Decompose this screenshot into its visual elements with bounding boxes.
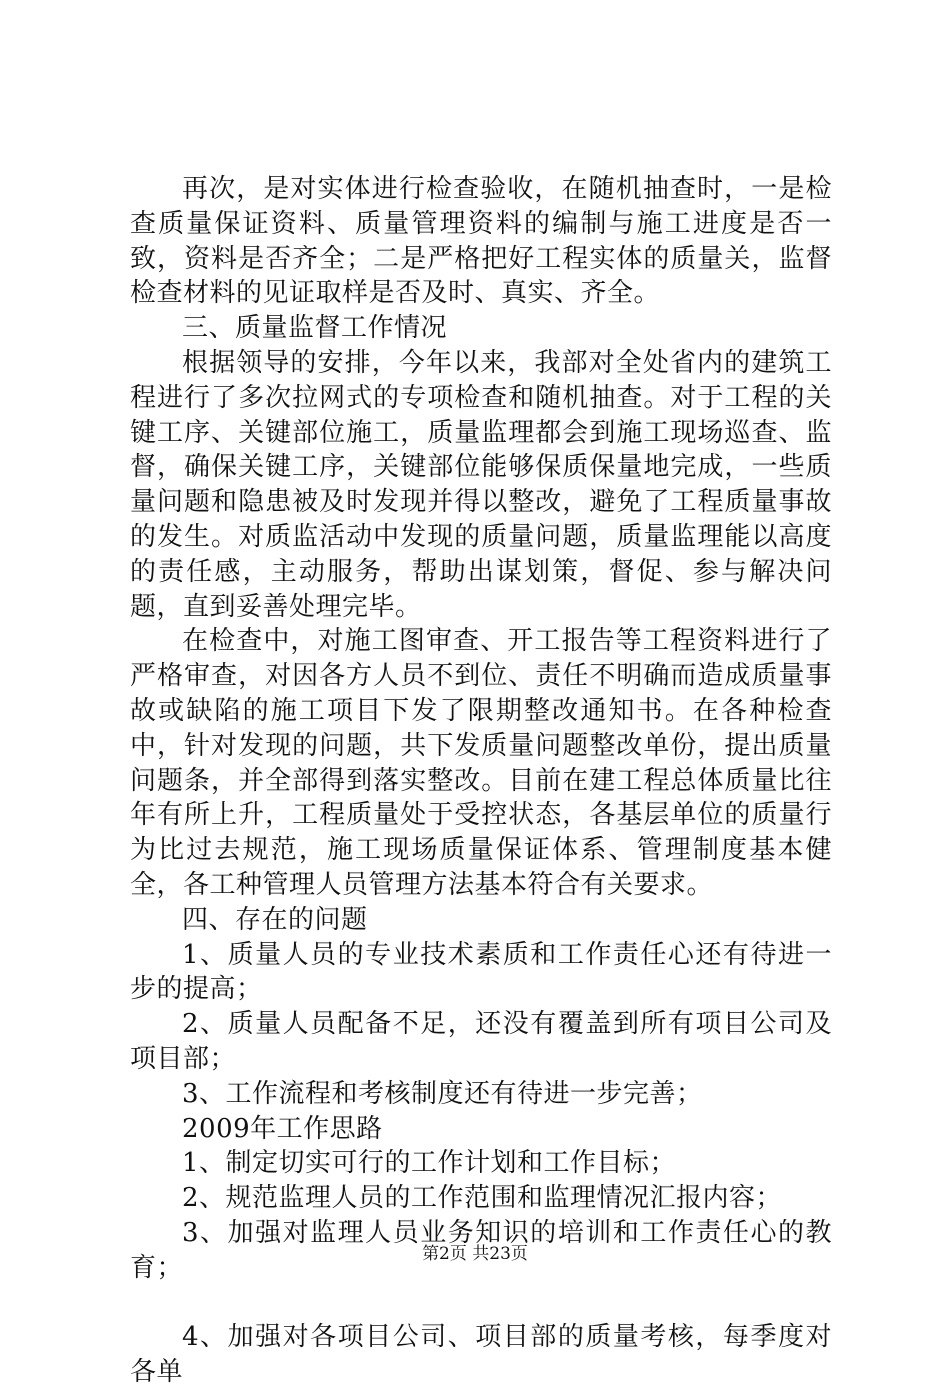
list-item-plan-2: 2、规范监理人员的工作范围和监理情况汇报内容； <box>182 1183 783 1214</box>
list-item-plan-1: 1、制定切实可行的工作计划和工作目标； <box>182 1148 677 1179</box>
list-item-problem-3: 3、工作流程和考核制度还有待进一步完善； <box>182 1078 703 1109</box>
section-heading-quality-supervision: 三、质量监督工作情况 <box>182 313 448 344</box>
section-heading-work-plan: 2009年工作思路 <box>182 1113 383 1144</box>
list-item-problem-2: 2、质量人员配备不足，还没有覆盖到所有项目公司及项目部； <box>130 1009 832 1074</box>
list-item-plan-3: 3、加强对监理人员业务知识的培训和工作责任心的教育； <box>130 1217 832 1283</box>
document-body <box>130 172 832 1390</box>
paragraph-review-results: 在检查中，对施工图审查、开工报告等工程资料进行了严格审查，对因各方人员不到位、责任不明确而造成质量事故或缺陷的施工项目下发了限期整改通知书。在各种检查中，针对发现的问题，共下发质量问题整改单份，提出质量问题条，并全部得到落实整改。目前在建工程总体质量比往年有所上升，工程质量处于受控状态，各基层单位的质量行为比过去规范，施工现场质量保证体系、管理制度基本健全，各工种管理人员管理方法基本符合有关要求。 <box>130 626 832 900</box>
list-item-plan-4: 4、加强对各项目公司、项目部的质量考核，每季度对各单 <box>130 1322 832 1388</box>
page-number-footer: 第2页 共23页 <box>422 1244 528 1264</box>
list-item-problem-1: 1、质量人员的专业技术素质和工作责任心还有待进一步的提高； <box>130 939 832 1005</box>
section-heading-existing-problems: 四、存在的问题 <box>182 904 368 935</box>
paragraph-inspection-arrangement: 根据领导的安排，今年以来，我部对全处省内的建筑工程进行了多次拉网式的专项检查和随机抽查。对于工程的关键工序、关键部位施工，质量监理都会到施工现场巡查、监督，确保关键工序，关键部位能够保质保量地完成，一些质量问题和隐患被及时发现并得以整改，避免了工程质量事故的发生。对质监活动中发现的质量问题，质量监理能以高度的责任感，主动服务，帮助出谋划策，督促、参与解决问题，直到妥善处理完毕。 <box>130 347 832 622</box>
paragraph-entity-inspection: 再次，是对实体进行检查验收，在随机抽查时，一是检查质量保证资料、质量管理资料的编制与施工进度是否一致，资料是否齐全；二是严格把好工程实体的质量关，监督检查材料的见证取样是否及时、真实、齐全。 <box>130 174 832 309</box>
